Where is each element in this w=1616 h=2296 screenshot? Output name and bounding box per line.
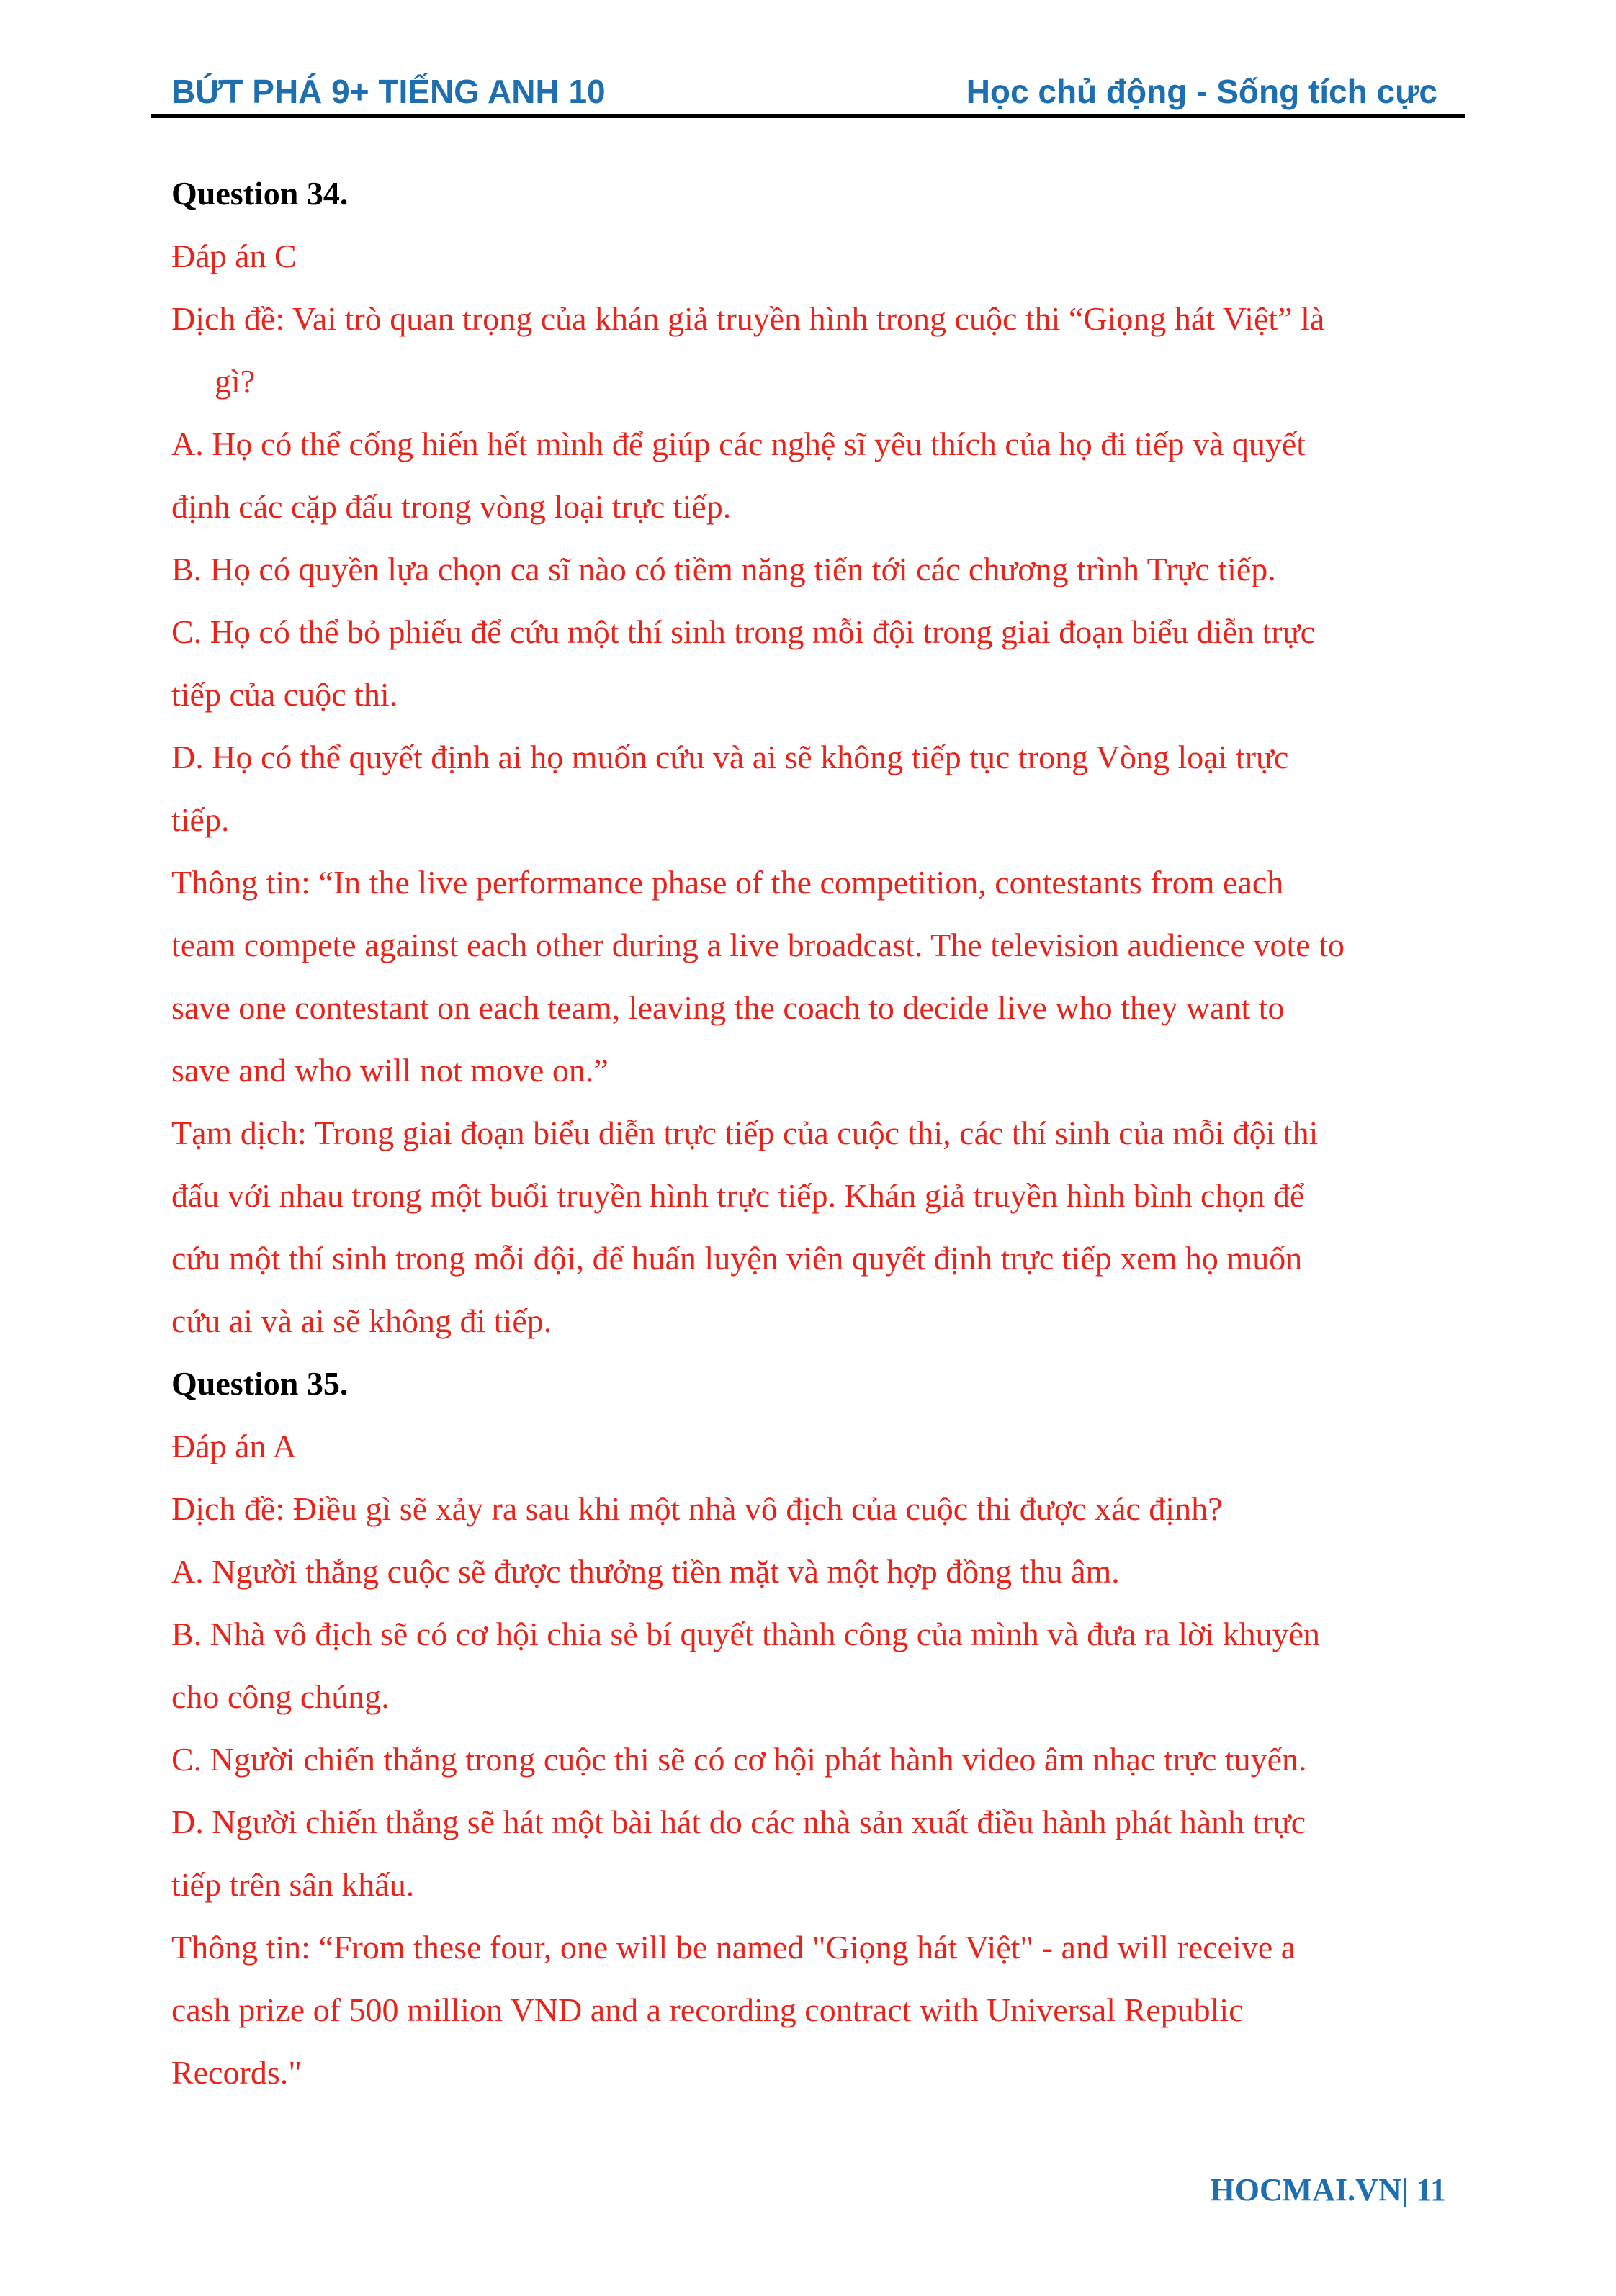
question-35-title: Question 35. — [171, 1365, 349, 1402]
question-34-rough-translation: Tạm dịch: Trong giai đoạn biểu diễn trực tiếp của cuộc thi, các thí sinh của mỗi đội thi — [171, 1115, 1319, 1151]
question-34-answer: Đáp án C — [171, 238, 297, 274]
question-35-info-cont: cash prize of 500 million VND and a recording contract with Universal Republic — [171, 1991, 1244, 2028]
question-35-option-d-cont: tiếp trên sân khấu. — [171, 1866, 415, 1903]
question-35-answer: Đáp án A — [171, 1428, 297, 1464]
question-35-info-cont: Records." — [171, 2054, 302, 2091]
question-35-translation: Dịch đề: Điều gì sẽ xảy ra sau khi một nhà vô địch của cuộc thi được xác định? — [171, 1490, 1223, 1527]
question-34-title: Question 34. — [171, 175, 349, 212]
question-34-option-b: B. Họ có quyền lựa chọn ca sĩ nào có tiềm năng tiến tới các chương trình Trực tiếp. — [171, 551, 1276, 587]
question-34-rough-translation-cont: cứu một thí sinh trong mỗi đội, để huấn luyện viên quyết định trực tiếp xem họ muốn — [171, 1240, 1303, 1277]
question-34-info-cont: team compete against each other during a live broadcast. The television audience vote to — [171, 927, 1345, 963]
question-34-info-cont: save and who will not move on.” — [171, 1052, 609, 1089]
page-content — [171, 162, 1460, 2104]
page-header — [151, 0, 1465, 121]
question-35-option-b-cont: cho công chúng. — [171, 1678, 390, 1715]
question-34-rough-translation-cont: cứu ai và ai sẽ không đi tiếp. — [171, 1302, 552, 1339]
question-35-option-b: B. Nhà vô địch sẽ có cơ hội chia sẻ bí quyết thành công của mình và đưa ra lời khuyên — [171, 1616, 1320, 1652]
question-34-option-d-cont: tiếp. — [171, 801, 230, 838]
question-35-info: Thông tin: “From these four, one will be named "Giọng hát Việt" - and will receive a — [171, 1929, 1296, 1966]
question-35-option-d: D. Người chiến thắng sẽ hát một bài hát do các nhà sản xuất điều hành phát hành trực — [171, 1804, 1306, 1840]
page-footer: HOCMAI.VN| 11 — [1210, 2172, 1446, 2207]
question-34-translation: Dịch đề: Vai trò quan trọng của khán giả truyền hình trong cuộc thi “Giọng hát Việt” là — [171, 300, 1325, 337]
question-34-option-c: C. Họ có thể bỏ phiếu để cứu một thí sinh trong mỗi đội trong giai đoạn biểu diễn trực — [171, 613, 1316, 650]
question-34-option-a: A. Họ có thể cống hiến hết mình để giúp các nghệ sĩ yêu thích của họ đi tiếp và quyết — [171, 426, 1306, 462]
question-34-info: Thông tin: “In the live performance phase of the competition, contestants from each — [171, 864, 1284, 901]
question-34-option-c-cont: tiếp của cuộc thi. — [171, 676, 398, 713]
document-title: BỨT PHÁ 9+ TIẾNG ANH 10 — [171, 73, 606, 110]
question-34-option-d: D. Họ có thể quyết định ai họ muốn cứu và ai sẽ không tiếp tục trong Vòng loại trực — [171, 739, 1289, 775]
header-divider — [151, 114, 1465, 118]
question-34-info-cont: save one contestant on each team, leaving the coach to decide live who they want to — [171, 989, 1285, 1026]
header-slogan: Học chủ động - Sống tích cực — [966, 73, 1437, 110]
question-34-option-a-cont: định các cặp đấu trong vòng loại trực tiếp. — [171, 488, 732, 525]
question-34-translation-cont: gì? — [215, 363, 256, 400]
question-35-option-a: A. Người thắng cuộc sẽ được thưởng tiền mặt và một hợp đồng thu âm. — [171, 1553, 1120, 1590]
question-35-option-c: C. Người chiến thắng trong cuộc thi sẽ có cơ hội phát hành video âm nhạc trực tuyến. — [171, 1741, 1307, 1778]
question-34-rough-translation-cont: đấu với nhau trong một buổi truyền hình trực tiếp. Khán giả truyền hình bình chọn để — [171, 1177, 1305, 1214]
